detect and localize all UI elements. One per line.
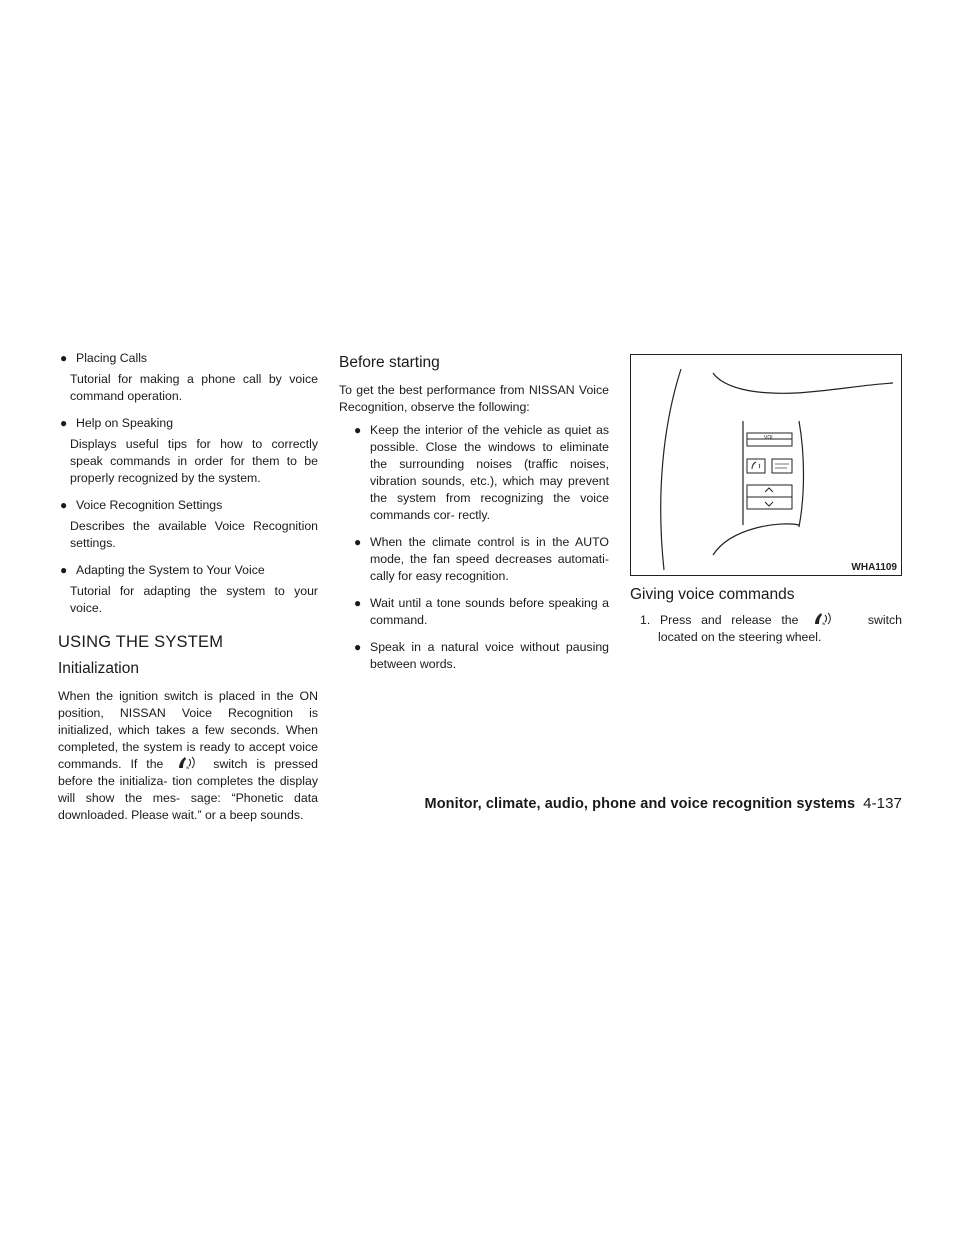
subsection-heading: Giving voice commands bbox=[630, 586, 795, 603]
bullet-icon: ● bbox=[354, 423, 362, 437]
init-paragraph: When the ignition switch is placed in the ON position, NISSAN Voice Recognition is initialized, which takes a few seconds. When completed, the system is ready to accept voice commands. If the w switch is pressed before the initializa- tion completes the display will show the mes- sage: “Phonetic data downloaded. Please wait.” or a beep sounds. bbox=[58, 689, 318, 822]
item-title: Voice Recognition Settings bbox=[76, 498, 223, 512]
bullet-icon: ● bbox=[60, 563, 68, 577]
svg-text:w: w bbox=[822, 621, 826, 626]
list-item bbox=[58, 415, 318, 487]
list-item bbox=[58, 350, 318, 405]
item-desc: Tutorial for making a phone call by voice command operation. bbox=[70, 372, 318, 403]
list-item bbox=[58, 562, 318, 617]
item-title: Placing Calls bbox=[76, 351, 148, 365]
bullet-icon: ● bbox=[354, 596, 362, 610]
middle-column bbox=[339, 350, 609, 683]
step-item: 1. Press and release the w switch located on the steering wheel. bbox=[640, 613, 902, 644]
steering-wheel-illustration bbox=[631, 355, 901, 575]
bullet-icon: ● bbox=[60, 498, 68, 512]
figure-label: WHA1109 bbox=[851, 562, 897, 573]
page-number: 4-137 bbox=[863, 795, 902, 812]
talk-switch-icon bbox=[812, 612, 836, 626]
steering-wheel-figure bbox=[630, 354, 902, 576]
right-column bbox=[630, 354, 902, 646]
item-desc: Describes the available Voice Recognition settings. bbox=[70, 519, 318, 550]
intro-paragraph: To get the best performance from NISSAN Voice Recognition, observe the following: bbox=[339, 383, 609, 414]
subsection-heading: Initialization bbox=[58, 660, 139, 677]
steps-list bbox=[630, 612, 902, 646]
footer-section: Monitor, climate, audio, phone and voice recognition systems bbox=[424, 796, 856, 812]
section-heading: USING THE SYSTEM bbox=[58, 633, 224, 651]
bullet-icon: ● bbox=[60, 351, 68, 365]
left-column bbox=[58, 350, 318, 824]
page-footer bbox=[425, 795, 902, 812]
svg-text:w: w bbox=[186, 765, 190, 770]
bullet-icon: ● bbox=[354, 640, 362, 654]
bullet-icon: ● bbox=[354, 535, 362, 549]
list-item: ● Wait until a tone sounds before speaking a command. bbox=[354, 596, 609, 627]
list-item: ● When the climate control is in the AUTO mode, the fan speed decreases automati- cally for easy recognition. bbox=[354, 535, 609, 583]
item-title: Adapting the System to Your Voice bbox=[76, 563, 265, 577]
item-desc: Displays useful tips for how to correctly speak commands in order for them to be properly recognized by the system. bbox=[70, 437, 318, 485]
talk-switch-icon bbox=[176, 756, 200, 770]
list-item: ● Speak in a natural voice without pausing between words. bbox=[354, 640, 609, 671]
item-desc: Tutorial for adapting the system to your voice. bbox=[70, 584, 318, 615]
subsection-heading: Before starting bbox=[339, 354, 440, 371]
list-item bbox=[58, 497, 318, 552]
item-title: Help on Speaking bbox=[76, 416, 174, 430]
bullet-icon: ● bbox=[60, 416, 68, 430]
list-item: ● Keep the interior of the vehicle as quiet as possible. Close the windows to eliminate the surrounding noises (traffic noises, vibration sounds, etc.), which may prevent the system from recognizing the voice commands cor- rectly. bbox=[354, 423, 609, 522]
vol-label: VOL bbox=[764, 435, 775, 441]
